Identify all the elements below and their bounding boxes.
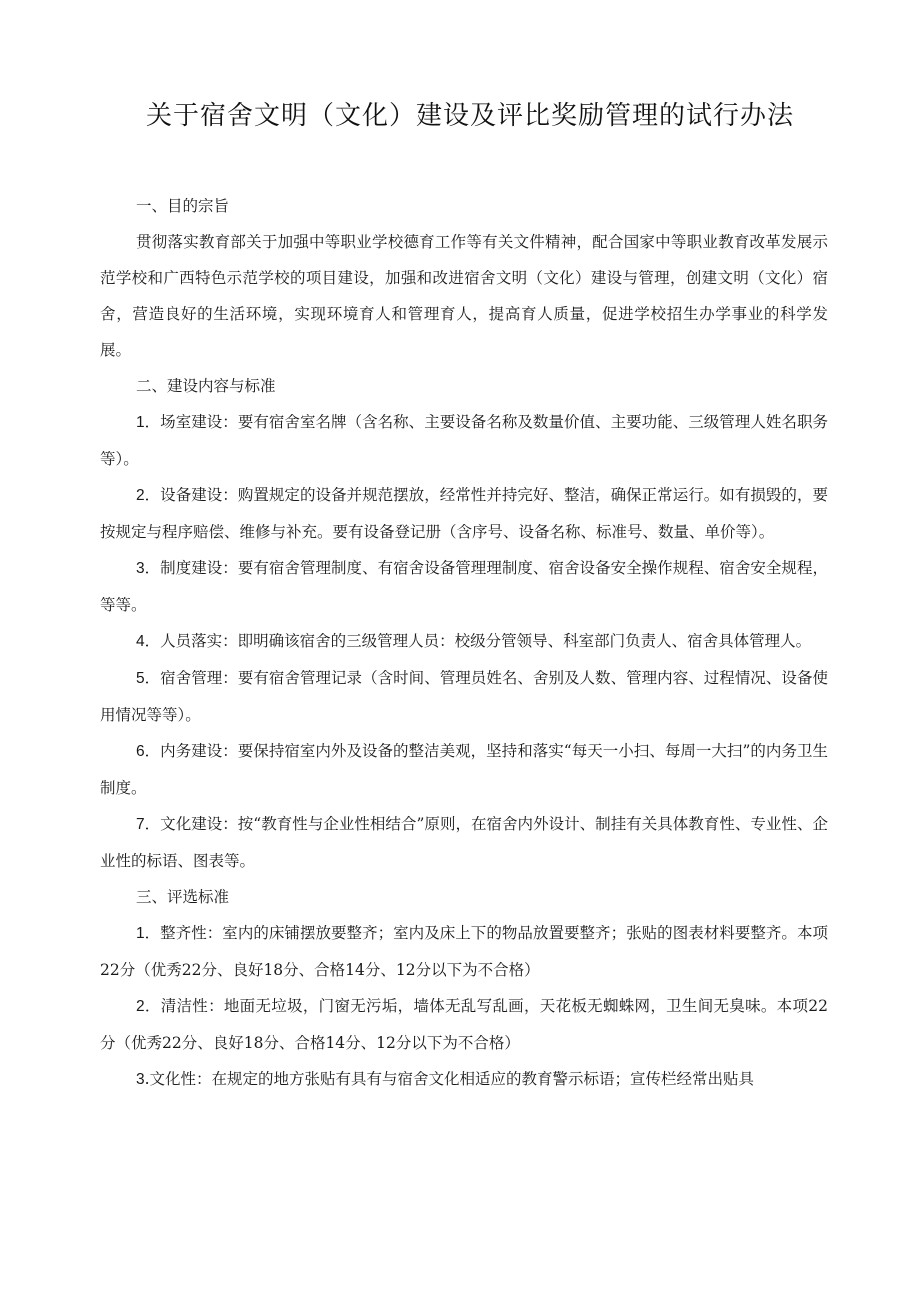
list-item xyxy=(100,623,828,660)
item-text: ．文化建设：按“教育性与企业性相结合”原则，在宿舍内外设计、制挂有关具体教育性、专业性、企业性的标语、图表等。 xyxy=(100,815,828,870)
list-item xyxy=(100,988,828,1061)
item-number: 3 xyxy=(136,560,145,577)
section-paragraph: 贯彻落实教育部关于加强中等职业学校德育工作等有关文件精神，配合国家中等职业教育改革发展示范学校和广西特色示范学校的项目建设，加强和改进宿舍文明（文化）建设与管理，创建文明（文化）宿舍，营造良好的生活环境，实现环境育人和管理育人，提高育人质量，促进学校招生办学事业的科学发展。 xyxy=(100,233,828,359)
section-evaluation-criteria xyxy=(100,879,828,1098)
item-text: ．制度建设：要有宿舍管理制度、有宿舍设备管理理制度、宿舍设备安全操作规程、宿舍安全规程，等等。 xyxy=(100,559,828,614)
list-item xyxy=(100,915,828,988)
list-item xyxy=(100,404,828,477)
item-text: .文化性：在规定的地方张贴有具有与宿舍文化相适应的教育警示标语；宣传栏经常出贴具 xyxy=(144,1070,755,1088)
section-purpose xyxy=(100,188,828,368)
list-item xyxy=(100,550,828,623)
section-heading: 二、建设内容与标准 xyxy=(136,377,276,395)
list-item xyxy=(100,806,828,879)
item-text: ．场室建设：要有宿舍室名牌（含名称、主要设备名称及数量价值、主要功能、三级管理人姓名职务等）。 xyxy=(100,413,828,468)
list-item xyxy=(100,477,828,550)
item-number: 1 xyxy=(136,414,145,431)
item-text: ．人员落实：即明确该宿舍的三级管理人员：校级分管领导、科室部门负责人、宿舍具体管理人。 xyxy=(144,632,812,650)
list-item xyxy=(100,733,828,806)
section-construction-standards xyxy=(100,368,828,879)
document-title: 关于宿舍文明（文化）建设及评比奖励管理的试行办法 xyxy=(145,101,794,131)
item-number: 1 xyxy=(136,925,145,942)
item-text: ．内务建设：要保持宿室内外及设备的整洁美观，坚持和落实“每天一小扫、每周一大扫”的内务卫生制度。 xyxy=(100,742,828,797)
item-number: 6 xyxy=(136,743,145,760)
item-number: 3 xyxy=(136,1071,145,1088)
section-heading: 三、评选标准 xyxy=(136,888,230,906)
item-text: ．设备建设：购置规定的设备并规范摆放，经常性并持完好、整洁，确保正常运行。如有损毁的，要按规定与程序赔偿、维修与补充。要有设备登记册（含序号、设备名称、标准号、数量、单价等）。 xyxy=(100,486,828,541)
item-number: 2 xyxy=(136,487,145,504)
list-item xyxy=(100,1061,828,1098)
item-text: ．宿舍管理：要有宿舍管理记录（含时间、管理员姓名、舍别及人数、管理内容、过程情况、设备使用情况等等）。 xyxy=(100,669,828,724)
section-heading: 一、目的宗旨 xyxy=(136,197,230,215)
item-text: ．整齐性：室内的床铺摆放要整齐；室内及床上下的物品放置要整齐；张贴的图表材料要整齐。本项22分（优秀22分、良好18分、合格14分、12分以下为不合格） xyxy=(100,924,828,979)
item-text: ．清洁性：地面无垃圾，门窗无污垢，墙体无乱写乱画，天花板无蜘蛛网，卫生间无臭味。本项22分（优秀22分、良好18分、合格14分、12分以下为不合格） xyxy=(100,997,828,1052)
item-number: 7 xyxy=(136,816,145,833)
item-number: 2 xyxy=(136,998,145,1015)
list-item xyxy=(100,660,828,733)
item-number: 4 xyxy=(136,633,145,650)
item-number: 5 xyxy=(136,670,145,687)
